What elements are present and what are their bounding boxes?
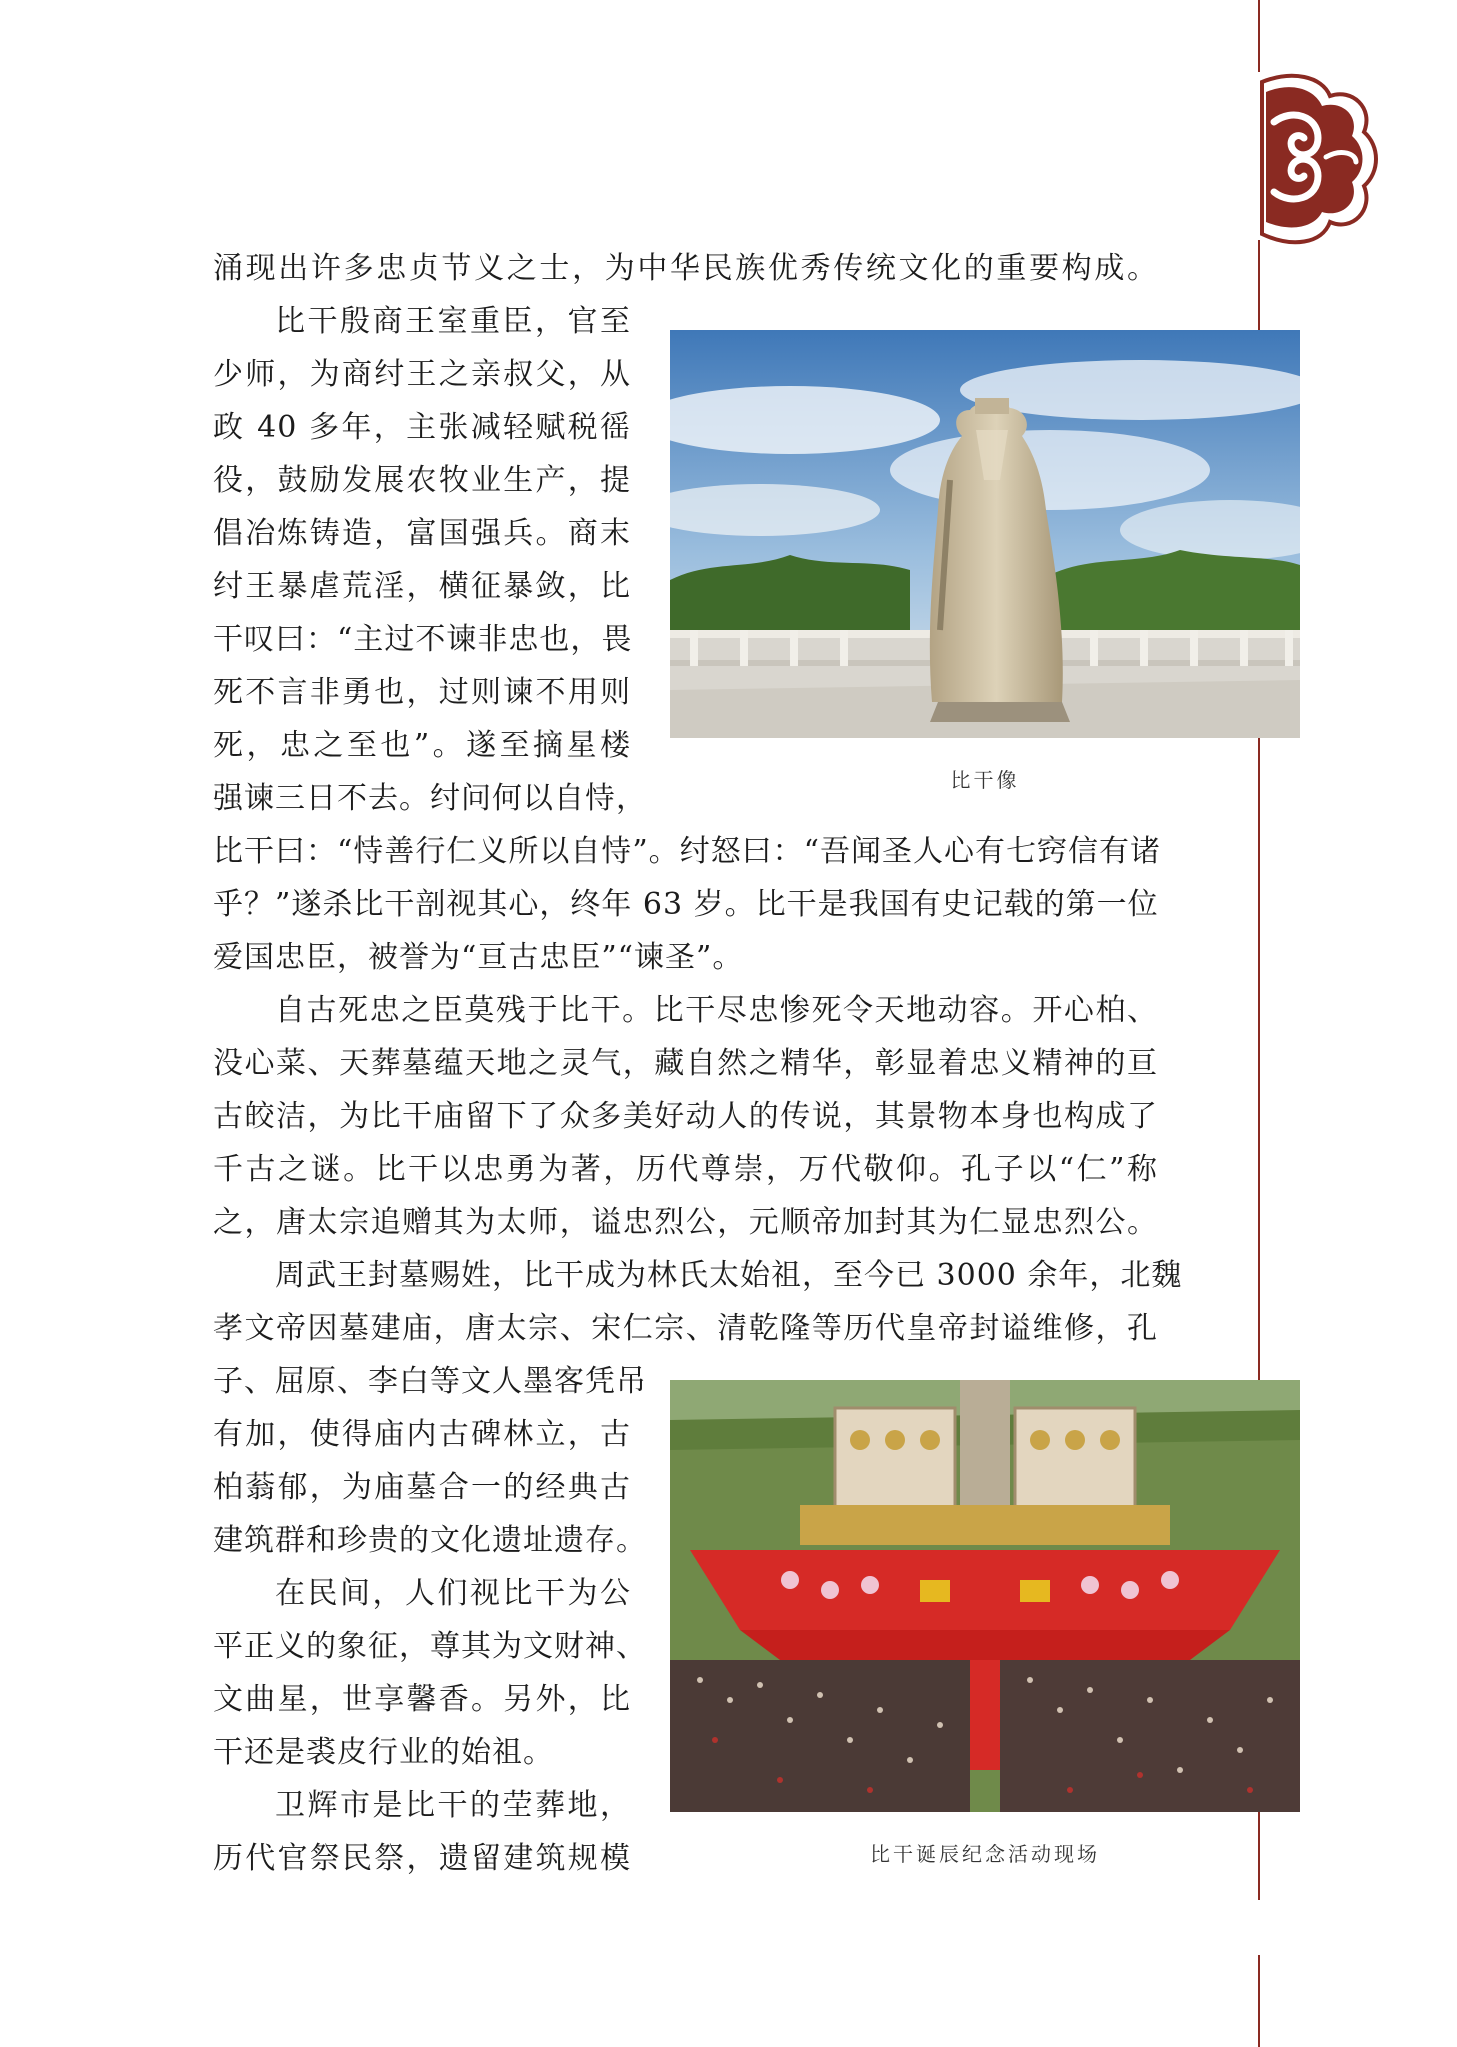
ceremony-photo [670, 1380, 1300, 1812]
body-text-line: 乎？”遂杀比干剖视其心，终年 63 岁。比干是我国有史记载的第一位 [213, 887, 1159, 922]
body-text-line: 比干曰：“恃善行仁义所以自恃”。纣怒曰：“吾闻圣人心有七窍信有诸 [213, 834, 1162, 869]
statue-photo [670, 330, 1300, 738]
body-text-line: 之，唐太宗追赠其为太师，谥忠烈公，元顺帝加封其为仁显忠烈公。 [213, 1205, 1158, 1240]
body-text-line: 千古之谜。比干以忠勇为著，历代尊崇，万代敬仰。孔子以“仁”称 [213, 1152, 1158, 1187]
body-text-line: 子、屈原、李白等文人墨客凭吊 [213, 1364, 647, 1399]
body-text-line: 孝文帝因墓建庙，唐太宗、宋仁宗、清乾隆等历代皇帝封谥维修，孔 [213, 1311, 1158, 1346]
body-text-line: 倡冶炼铸造，富国强兵。商末 [213, 516, 631, 551]
body-text-line: 历代官祭民祭，遗留建筑规模 [213, 1841, 631, 1876]
body-text-line: 纣王暴虐荒淫，横征暴敛，比 [213, 569, 631, 604]
body-text-line: 比干殷商王室重臣，官至 [275, 304, 631, 339]
body-text-line: 干叹曰：“主过不谏非忠也，畏 [213, 622, 633, 657]
body-text-line: 柏蓊郁，为庙墓合一的经典古 [213, 1470, 631, 1505]
body-text-line: 自古死忠之臣莫残于比干。比干尽忠惨死令天地动容。开心柏、 [275, 993, 1158, 1028]
body-text-line: 文曲星，世享馨香。另外，比 [213, 1682, 631, 1717]
margin-rule-bottom [1258, 1955, 1260, 2047]
body-text-line: 在民间，人们视比干为公 [275, 1576, 631, 1611]
body-text-line: 建筑群和珍贵的文化遗址遗存。 [213, 1523, 647, 1558]
body-text-line: 政 40 多年，主张减轻赋税徭 [213, 410, 631, 445]
body-text-line: 有加，使得庙内古碑林立，古 [213, 1417, 631, 1452]
figure-caption: 比干诞辰纪念活动现场 [870, 1842, 1100, 1866]
body-text-line: 爱国忠臣，被誉为“亘古忠臣”“谏圣”。 [213, 940, 744, 975]
body-text-line: 卫辉市是比干的茔葬地， [275, 1788, 631, 1823]
body-text-line: 死不言非勇也，过则谏不用则 [213, 675, 631, 710]
body-text-line: 少师，为商纣王之亲叔父，从 [213, 357, 631, 392]
body-text-line: 没心菜、天葬墓蕴天地之灵气，藏自然之精华，彰显着忠义精神的亘 [213, 1046, 1158, 1081]
body-text-line: 古皎洁，为比干庙留下了众多美好动人的传说，其景物本身也构成了 [213, 1099, 1158, 1134]
body-text-line: 涌现出许多忠贞节义之士，为中华民族优秀传统文化的重要构成。 [213, 251, 1158, 286]
figure-caption: 比干像 [950, 768, 1020, 792]
body-text-line: 平正义的象征，尊其为文财神、 [213, 1629, 647, 1664]
body-text-line: 强谏三日不去。纣问何以自恃， [213, 781, 647, 816]
cloud-ornament-icon [1252, 62, 1382, 252]
body-text-line: 役，鼓励发展农牧业生产，提 [213, 463, 631, 498]
body-text-line: 干还是裘皮行业的始祖。 [213, 1735, 554, 1770]
body-text-line: 死，忠之至也”。遂至摘星楼 [213, 728, 631, 763]
body-text-line: 周武王封墓赐姓，比干成为林氏太始祖，至今已 3000 余年，北魏 [275, 1258, 1183, 1293]
